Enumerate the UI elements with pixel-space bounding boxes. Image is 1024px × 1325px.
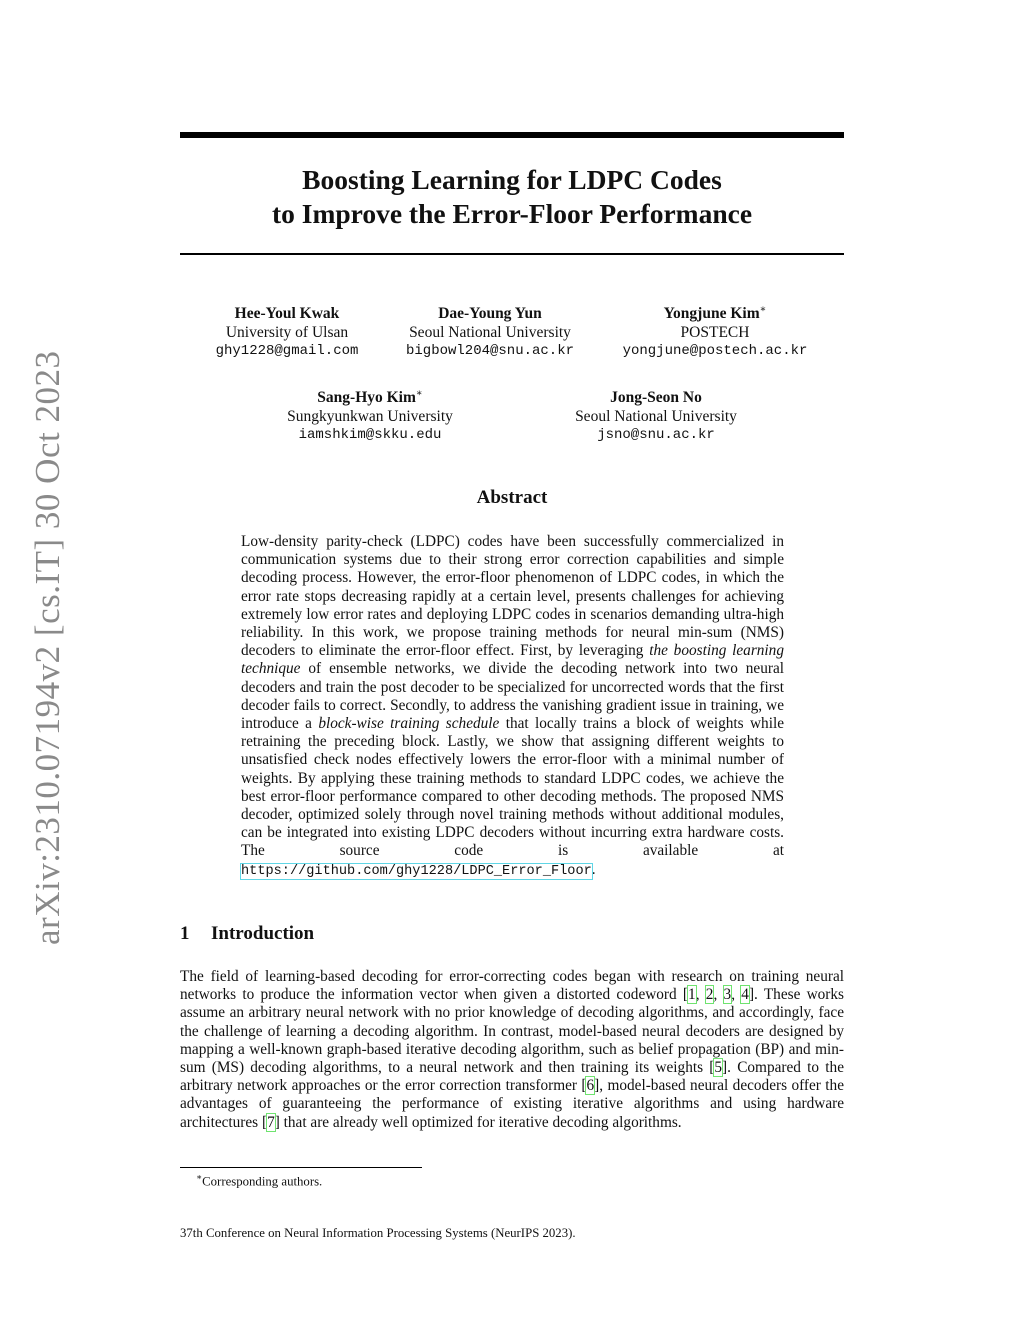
footnote <box>196 1172 322 1189</box>
author-block-4 <box>287 385 453 445</box>
author-affiliation: Seoul National University <box>575 407 737 425</box>
author-email[interactable]: ghy1228@gmail.com <box>215 343 359 360</box>
section-heading-introduction <box>180 923 314 945</box>
footnote-mark: ∗ <box>196 1172 203 1182</box>
introduction-body <box>180 968 844 1132</box>
author-block-1 <box>216 301 359 361</box>
citation-link[interactable]: 1 <box>688 986 696 1004</box>
citation-link[interactable]: 6 <box>586 1077 595 1095</box>
title-line-2: to Improve the Error-Floor Performance <box>271 198 753 229</box>
citation-link[interactable]: 3 <box>723 986 732 1004</box>
author-email[interactable]: bigbowl204@snu.ac.kr <box>405 343 575 360</box>
abstract-heading: Abstract <box>476 487 548 508</box>
arxiv-identifier-stamp: arXiv:2310.07194v2 [cs.IT] 30 Oct 2023 <box>28 350 67 945</box>
author-affiliation: Seoul National University <box>409 323 571 341</box>
section-number: 1 <box>180 923 190 944</box>
author-name: Sang-Hyo Kim∗ <box>317 388 423 407</box>
author-block-2 <box>406 301 574 361</box>
author-name: Yongjune Kim∗ <box>663 304 767 323</box>
author-email[interactable]: jsno@snu.ac.kr <box>597 427 715 444</box>
title-bottom-rule <box>180 253 844 255</box>
citation-link[interactable]: 5 <box>714 1059 723 1077</box>
source-code-link[interactable]: https://github.com/ghy1228/LDPC_Error_Floor <box>241 863 592 879</box>
footnote-text: Corresponding authors. <box>202 1174 323 1189</box>
author-email[interactable]: yongjune@postech.ac.kr <box>622 343 808 360</box>
citation-link[interactable]: 7 <box>267 1113 275 1131</box>
author-name: Hee-Youl Kwak <box>234 305 340 323</box>
paper-title <box>180 163 844 231</box>
title-line-1: Boosting Learning for LDPC Codes <box>302 164 722 195</box>
introduction-paragraph: The field of learning-based decoding for error-correcting codes began with research on training neural networks to produce the information vector when given a distorted codeword [1, 2, 3, 4]. These works assume an arbitrary neural network with no prior knowledge of decoding algorithms, and accordingly, face the challenge of learning a decoding algorithm. In contrast, model-based neural decoders are designed by mapping a well-known graph-based iterative decoding algorithm, such as belief propagation (BP) and min-sum (MS) decoding algorithms, to a neural network and then training its weights [5]. Compared to the arbitrary network approaches or the error correction transformer [6], model-based neural decoders offer the advantages of guaranteeing the performance of existing iterative algorithms and using hardware architectures [7] that are already well optimized for iterative decoding algorithms. <box>180 968 845 1131</box>
citation-link[interactable]: 4 <box>741 986 749 1004</box>
author-block-5 <box>575 385 737 445</box>
author-email[interactable]: iamshkim@skku.edu <box>298 427 442 444</box>
abstract-paragraph: Low-density parity-check (LDPC) codes have been successfully commercialized in communication systems due to their strong error correction capabilities and simple decoding process. However, the error-floor phenomenon of LDPC codes, in which the error rate stops decreasing rapidly at a certain level, presents challenges for achieving extremely low error rates and deploying LDPC codes in scenarios demanding ultra-high reliability. In this work, we propose training methods for neural min-sum (NMS) decoders to eliminate the error-floor effect. First, by leveraging the boosting learning technique of ensemble networks, we divide the decoding network into two neural decoders and train the post decoder to be specialized for uncorrected words that the first decoder fails to correct. Secondly, to address the vanishing gradient issue in training, we introduce a block-wise training schedule that locally trains a block of weights while retraining the preceding block. Lastly, we show that assigning different weights to unsatisfied check nodes effectively lowers the error-floor with a minimal number of weights. By applying these training methods to standard LDPC codes, we achieve the best error-floor performance compared to other decoding methods. The proposed NMS decoder, optimized solely through novel training methods without additional modules, can be integrated into existing LDPC decoders without incurring extra hardware costs. The source code is available at https://github.com/ghy1228/LDPC_Error_Floor. <box>241 533 784 879</box>
section-title: Introduction <box>211 923 315 944</box>
abstract-body <box>241 533 784 881</box>
conference-venue: 37th Conference on Neural Information Processing Systems (NeurIPS 2023). <box>180 1226 576 1240</box>
title-top-rule <box>180 132 844 138</box>
author-name: Dae-Young Yun <box>438 305 542 323</box>
author-affiliation: University of Ulsan <box>225 323 349 341</box>
citation-link[interactable]: 2 <box>705 986 714 1004</box>
author-affiliation: POSTECH <box>680 323 750 341</box>
author-block-3 <box>623 301 808 361</box>
emphasis-block-wise: block-wise training schedule <box>318 715 500 733</box>
author-name: Jong-Seon No <box>610 389 702 407</box>
footnote-rule <box>180 1167 422 1168</box>
emphasis-boosting: the boosting learning technique <box>241 642 784 678</box>
author-affiliation: Sungkyunkwan University <box>287 407 453 425</box>
